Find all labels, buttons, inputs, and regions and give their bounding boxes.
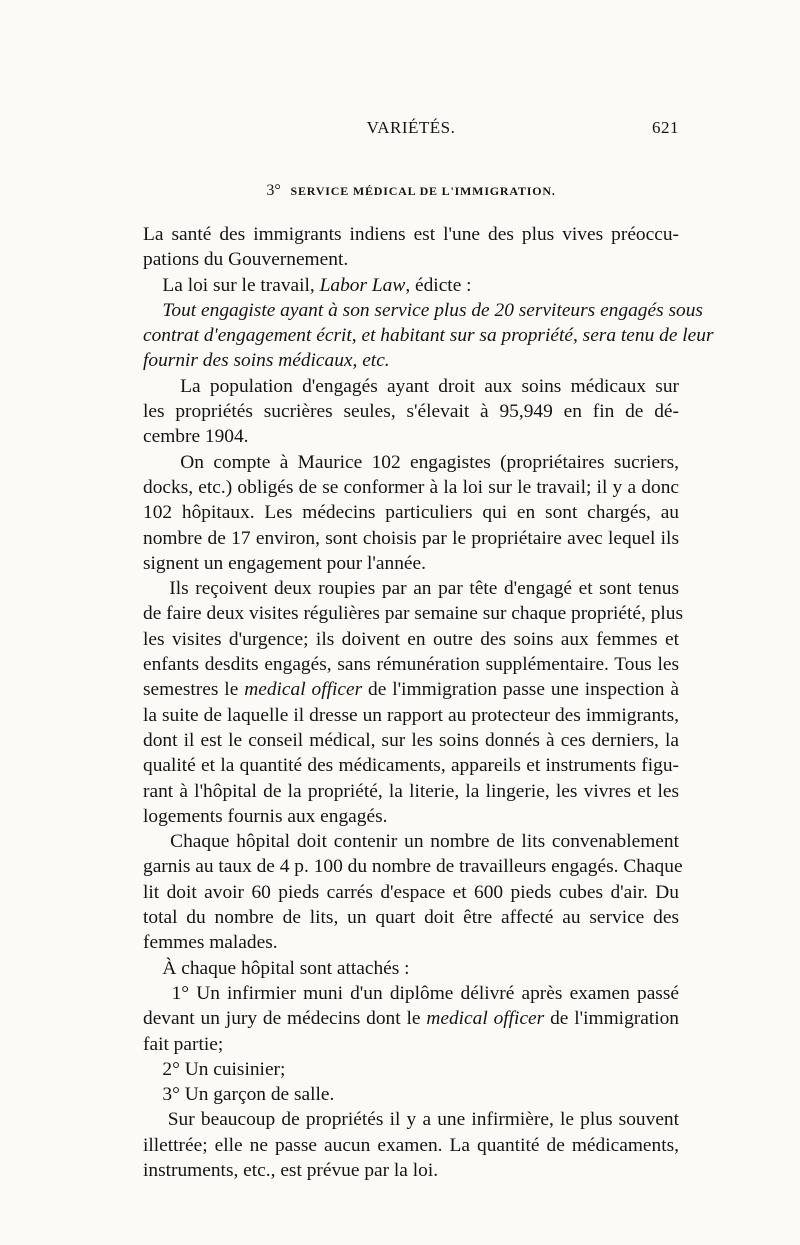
text-line [143, 298, 703, 323]
text-line [143, 956, 679, 981]
text-segment: La population d'engagés ayant droit aux soins médicaux sur [180, 375, 679, 397]
text-segment: Chaque hôpital doit contenir un nombre de lits convenablement [170, 831, 679, 853]
text-line: rant à l'hôpital de la propriété, la literie, la lingerie, les vivres et les [143, 780, 679, 802]
text-line: femmes malades. [143, 932, 278, 954]
italic-term: medical officer [426, 1008, 545, 1030]
text-line: 102 hôpitaux. Les médecins particuliers qui en sont chargés, au [143, 502, 679, 524]
section-heading [143, 182, 679, 200]
text-line: lit doit avoir 60 pieds carrés d'espace et 600 pieds cubes d'air. Du [143, 881, 679, 903]
italic-term: Labor Law [319, 274, 406, 296]
text-segment: Tout engagiste ayant à son service plus de 20 serviteurs engagés sous [162, 299, 703, 321]
text-segment: de l'immigration passe une inspection à [362, 679, 679, 701]
body-text [143, 222, 714, 1183]
text-line [143, 576, 679, 601]
section-number: 3° [266, 182, 281, 199]
text-line: La santé des immigrants indiens est l'une des plus vives préoccu- [143, 224, 679, 245]
text-line: instruments, etc., est prévue par la loi. [143, 1159, 439, 1181]
text-segment: La loi sur le travail, [162, 274, 320, 296]
text-segment: 3° Un garçon de salle. [162, 1084, 335, 1106]
text-line: contrat d'engagement écrit, et habitant sur sa propriété, sera tenu de leur [143, 325, 714, 347]
text-segment: devant un jury de médecins dont le [143, 1008, 427, 1030]
text-line: signent un engagement pour l'année. [143, 552, 426, 574]
text-line [143, 450, 679, 475]
italic-term: medical officer [244, 679, 363, 701]
text-line: la suite de laquelle il dresse un rapport au protecteur des immigrants, [143, 704, 679, 726]
text-line: les visites d'urgence; ils doivent en outre des soins aux femmes et [143, 628, 679, 650]
running-title: VARIÉTÉS. [366, 118, 456, 137]
text-line [143, 374, 679, 399]
text-segment: On compte à Maurice 102 engagistes (propriétaires sucriers, [180, 451, 679, 473]
section-title: SERVICE MÉDICAL DE L'IMMIGRATION. [290, 184, 556, 198]
text-line: fournir des soins médicaux, etc. [143, 350, 390, 372]
text-line [143, 1082, 679, 1107]
text-line: docks, etc.) obligés de se conformer à la loi sur le travail; il y a donc [143, 476, 679, 498]
text-line: enfants desdits engagés, sans rémunération supplémentaire. Tous les [143, 654, 679, 676]
text-segment: 2° Un cuisinier; [162, 1058, 286, 1080]
text-segment: À chaque hôpital sont attachés : [162, 957, 410, 979]
text-line [143, 1057, 679, 1082]
text-line: logements fournis aux engagés. [143, 805, 388, 827]
text-line [143, 1006, 679, 1031]
text-segment: 1° Un infirmier muni d'un diplôme délivré après examen passé [171, 982, 680, 1004]
text-segment: Sur beaucoup de propriétés il y a une infirmière, le plus souvent [167, 1109, 680, 1131]
text-line: de faire deux visites régulières par semaine sur chaque propriété, plus [143, 603, 684, 625]
text-segment: Ils reçoivent deux roupies par an par tête d'engagé et sont tenus [169, 578, 679, 600]
text-line [143, 829, 679, 854]
text-segment: semestres le [143, 679, 245, 701]
text-line [143, 1107, 679, 1132]
text-line: pations du Gouvernement. [143, 249, 349, 271]
text-line: dont il est le conseil médical, sur les soins donnés à ces derniers, la [143, 729, 679, 751]
text-segment: de l'immigration [544, 1008, 679, 1030]
text-line: fait partie; [143, 1033, 224, 1055]
text-line: qualité et la quantité des médicaments, appareils et instruments figu- [143, 755, 679, 777]
text-line: garnis au taux de 4 p. 100 du nombre de travailleurs engagés. Chaque [143, 856, 683, 878]
text-line: illettrée; elle ne passe aucun examen. La quantité de médicaments, [143, 1134, 679, 1156]
text-line: cembre 1904. [143, 426, 249, 448]
text-line: total du nombre de lits, un quart doit être affecté au service des [143, 907, 679, 929]
text-line [143, 981, 679, 1006]
text-segment: , édicte : [405, 274, 472, 296]
text-line [143, 677, 679, 702]
text-line: les propriétés sucrières seules, s'élevait à 95,949 en fin de dé- [143, 401, 679, 423]
text-line: nombre de 17 environ, sont choisis par le propriétaire avec lequel ils [143, 527, 679, 549]
page-number: 621 [652, 118, 679, 137]
text-line [143, 273, 679, 298]
